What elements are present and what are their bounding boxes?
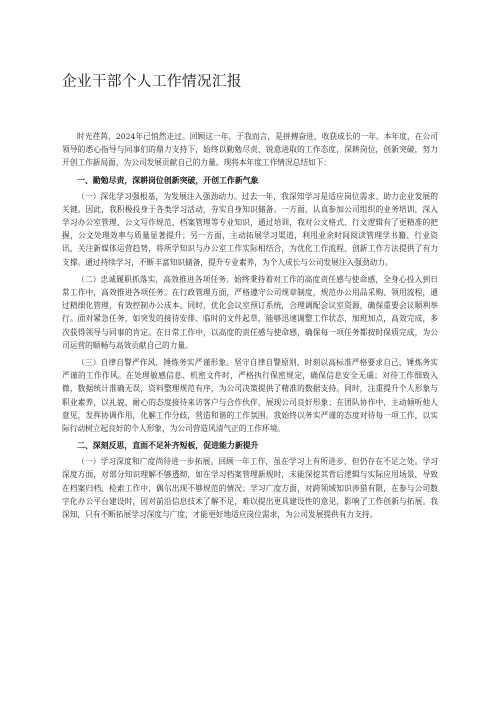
document-body <box>62 130 438 525</box>
section-2-heading: 二、深刻反思，直面不足补齐短板，促进能力新提升 <box>77 441 259 451</box>
intro-paragraph: 时光荏苒，2024年已悄然走过。回顾这一年，于我而言，是拼搏奋进、收获成长的一年。本年度，在公司领导的悉心指导与同事们的鼎力支持下，始终以勤勉尽责、锐意进取的工作态度，深耕岗位，创新突破，努力开创工作新局面，为公司发展贡献自己的力量。现将本年度工作情况总结如下： <box>62 132 438 168</box>
section-1-paragraph-2: （二）忠诚履职抓落实，高效推进各项任务。始终秉持着对工作的高度责任感与使命感，全身心投入到日常工作中，高效推进各项任务。在行政管理方面，严格遵守公司规章制度，规范办公用品采购、领用流程，通过精细化管理，有效控制办公成本。同时，优化会议室预订系统，合理调配会议室资源，确保重要会议顺利举行。面对紧急任务，如突发的接待安排、临时的文件起草，能够迅速调整工作状态，加班加点，高效完成，多次获得领导与同事的肯定。在日常工作中，以高度的责任感与使命感，确保每一项任务都按时保质完成，为公司运营的顺畅与高效贡献自己的力量。 <box>62 274 438 350</box>
section-1-heading: 一、勤勉尽责，深耕岗位创新突破，开创工作新气象 <box>77 175 259 185</box>
document-title: 企业干部个人工作情况汇报 <box>62 74 242 90</box>
section-1-paragraph-3: （三）自律自警严作风，锤炼务实严谨形象。坚守自律自警原则，时刻以高标准严格要求自己，锤炼务实严谨的工作作风。在处理敏感信息、机密文件时，严格执行保密规定，确保信息安全无虞；对待工作细致入微，数据统计准确无误，资料整理规范有序，为公司决策提供了精准的数据支持。同时，注重提升个人形象与职业素养，以礼貌、耐心的态度接待来访客户与合作伙伴，展现公司良好形象；在团队协作中，主动倾听他人意见，发挥协调作用，化解工作分歧，营造和谐的工作氛围。我始终以务实严谨的态度对待每一项工作，以实际行动树立起良好的个人形象，为公司营造风清气正的工作环境。 <box>62 358 438 434</box>
section-2-paragraph-1: （一）学习深度和广度尚待进一步拓展。回顾一年工作，虽在学习上有所进步，但仍存在不足之处。学习深度方面，对部分知识理解不够透彻，如在学习档案管理新规时，未能深挖其背后逻辑与实际应用场景，导致在档案归档、检索工作中，偶尔出现不够规范的情况；学习广度方面，对跨领域知识涉猎有限，在参与公司数字化办公平台建设时，因对前沿信息技术了解不足，难以提出更具建设性的意见，影响了工作创新与拓展。我深知，只有不断拓展学习深度与广度，才能更好地适应岗位需求，为公司发展提供有力支持。 <box>62 457 438 520</box>
section-1-paragraph-1: （一）深化学习强根基，为发展注入强劲动力。过去一年，我深知学习是适应岗位需求、助力企业发展的关键。因此，我积极投身于各类学习活动，夯实自身知识储备。一方面，认真参加公司组织的业务培训，深入学习办公室管理、公文写作规范、档案管理等专业知识，通过培训，我对公文格式、行文逻辑有了更精准的把握，公文处理效率与质量显著提升；另一方面，主动拓展学习渠道，利用业余时间阅读管理学书籍、行业资讯，关注新媒体运营趋势，将所学知识与办公室工作实际相结合，为优化工作流程、创新工作方法提供了有力支撑。通过持续学习，不断丰富知识储备，提升专业素养，为个人成长与公司发展注入强劲动力。 <box>62 191 438 267</box>
